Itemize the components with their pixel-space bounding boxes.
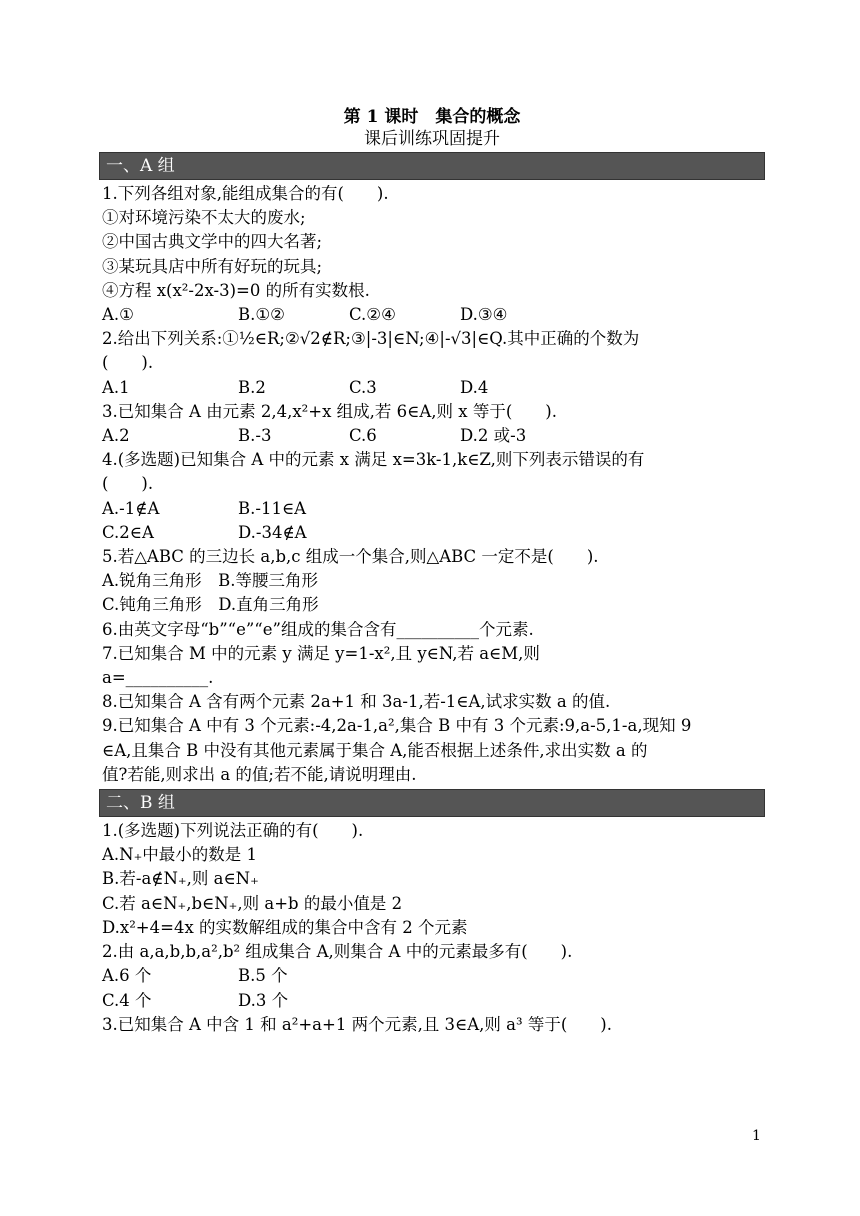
option-c: C.②④ xyxy=(349,305,396,325)
option-d: D.-34∉A xyxy=(238,522,307,542)
question-a1-item: ③某玩具店中所有好玩的玩具; xyxy=(102,256,323,276)
question-a3-stem: 3.已知集合 A 由元素 2,4,x²+x 组成,若 6∈A,则 x 等于( ). xyxy=(102,401,557,421)
page-subtitle: 课后训练巩固提升 xyxy=(364,129,500,149)
option-b: B.5 个 xyxy=(238,966,288,986)
question-b1-option: D.x²+4=4x 的实数解组成的集合中含有 2 个元素 xyxy=(102,917,468,937)
question-a1-item: ④方程 x(x²-2x-3)=0 的所有实数根. xyxy=(102,280,370,300)
option-c: C.3 xyxy=(349,377,377,397)
question-a1-stem: 1.下列各组对象,能组成集合的有( ). xyxy=(102,184,389,203)
question-a9-line: 9.已知集合 A 中有 3 个元素:-4,2a-1,a²,集合 B 中有 3 个元素:9,a-5,1-a,现知 9 xyxy=(102,716,692,736)
question-a7-stem-cont: a=__________. xyxy=(102,668,214,688)
option-d: D.2 或-3 xyxy=(460,426,527,446)
question-a2-options xyxy=(102,376,762,400)
question-a9-line: 值?若能,则求出 a 的值;若不能,请说明理由. xyxy=(102,764,417,784)
question-a2-stem-cont: ( ). xyxy=(102,353,154,373)
question-a5-stem: 5.若△ABC 的三边长 a,b,c 组成一个集合,则△ABC 一定不是( ). xyxy=(102,547,599,567)
question-a1-item: ①对环境污染不太大的废水; xyxy=(102,208,306,228)
question-b1-option: B.若-a∉N₊,则 a∈N₊ xyxy=(102,869,259,889)
question-b1-option: C.若 a∈N₊,b∈N₊,则 a+b 的最小值是 2 xyxy=(102,893,403,913)
question-a7-stem: 7.已知集合 M 中的元素 y 满足 y=1-x²,且 y∈N,若 a∈M,则 xyxy=(102,643,540,663)
section-header-b: 二、B 组 xyxy=(99,789,765,817)
option-c: C.4 个 xyxy=(102,990,152,1010)
option-a: A.2 xyxy=(102,426,130,446)
option-d: D.4 xyxy=(460,377,489,397)
option-b: B.-3 xyxy=(238,426,272,446)
question-a4-stem: 4.(多选题)已知集合 A 中的元素 x 满足 x=3k-1,k∈Z,则下列表示错误的有 xyxy=(102,450,645,470)
question-b1-option: A.N₊中最小的数是 1 xyxy=(102,845,258,865)
question-a4-options-row xyxy=(102,497,762,521)
question-b3: 3.已知集合 A 中含 1 和 a²+a+1 两个元素,且 3∈A,则 a³ 等于( ). xyxy=(102,1014,612,1034)
option-b: B.-11∈A xyxy=(238,498,307,518)
option-a: A.① xyxy=(102,305,134,325)
option-a: A.1 xyxy=(102,377,130,397)
question-b2-options-row xyxy=(102,989,762,1013)
question-a4-options-row xyxy=(102,521,762,545)
question-b2-options-row xyxy=(102,964,762,988)
page-title: 第 1 课时 集合的概念 xyxy=(343,107,521,127)
option-c: C.2∈A xyxy=(102,522,154,542)
worksheet xyxy=(102,106,762,1037)
option-c: C.6 xyxy=(349,426,377,446)
question-a5-options-row: C.钝角三角形 D.直角三角形 xyxy=(102,595,319,615)
question-a3-options xyxy=(102,424,762,448)
question-a6: 6.由英文字母“b”“e”“e”组成的集合含有__________个元素. xyxy=(102,619,534,639)
question-a4-stem-cont: ( ). xyxy=(102,474,154,494)
question-a2-stem: 2.给出下列关系:①½∈R;②√2∉R;③|-3|∈N;④|-√3|∈Q.其中正确的个数为 xyxy=(102,329,640,349)
question-a5-options-row: A.锐角三角形 B.等腰三角形 xyxy=(102,571,319,591)
question-a9-line: ∈A,且集合 B 中没有其他元素属于集合 A,能否根据上述条件,求出实数 a 的 xyxy=(102,740,648,760)
question-a1-options xyxy=(102,303,762,327)
option-d: D.③④ xyxy=(460,305,508,325)
question-b1-stem: 1.(多选题)下列说法正确的有( ). xyxy=(102,821,364,841)
question-a1-item: ②中国古典文学中的四大名著; xyxy=(102,232,323,252)
page-number: 1 xyxy=(752,1128,761,1144)
option-a: A.6 个 xyxy=(102,966,152,986)
question-a8: 8.已知集合 A 含有两个元素 2a+1 和 3a-1,若-1∈A,试求实数 a 的值. xyxy=(102,692,611,712)
section-header-a: 一、A 组 xyxy=(99,152,765,180)
option-b: B.①② xyxy=(238,305,285,325)
option-d: D.3 个 xyxy=(238,990,289,1010)
option-b: B.2 xyxy=(238,377,266,397)
option-a: A.-1∉A xyxy=(102,498,160,518)
question-b2-stem: 2.由 a,a,b,b,a²,b² 组成集合 A,则集合 A 中的元素最多有( ). xyxy=(102,942,573,962)
